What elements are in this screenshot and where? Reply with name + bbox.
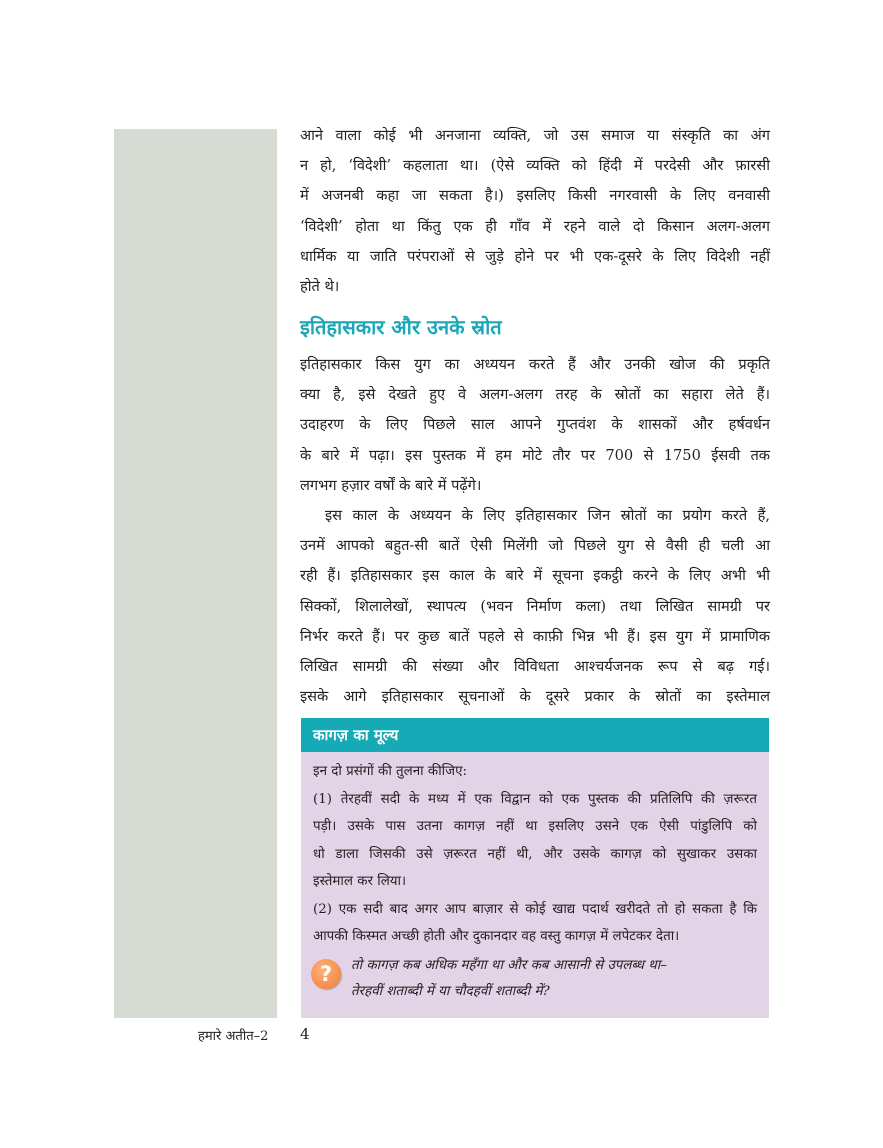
paragraph-2-line: लगभग हज़ार वर्षों के बारे में पढ़ेंगे। (300, 476, 482, 494)
paragraph-3-line: इस काल के अध्ययन के लिए इतिहासकार जिन स्रोतों का प्रयोग करते हैं, (325, 507, 770, 524)
margin-sidebar (114, 129, 277, 1018)
question-row (313, 953, 757, 1005)
section-heading: इतिहासकार और उनके स्रोत (300, 315, 502, 339)
paragraph-2-line: क्या है, इसे देखते हुए वे अलग-अलग तरह के स्रोतों का सहारा लेते हैं। (300, 386, 770, 404)
question-line: तेरहवीं शताब्दी में या चौदहवीं शताब्दी में? (351, 983, 550, 999)
paragraph-1-line: ‘विदेशी’ होता था किंतु एक ही गाँव में रहने वाले दो किसान अलग-अलग (300, 217, 770, 235)
paragraph-1-line: होते थे। (300, 278, 340, 296)
paragraph-1-line: न हो, ‘विदेशी’ कहलाता था। (ऐसे व्यक्ति को हिंदी में परदेसी और फ़ारसी (300, 157, 770, 175)
paragraph-2-line: इतिहासकार किस युग का अध्ययन करते हैं और उनकी खोज की प्रकृति (300, 356, 770, 373)
page-number: 4 (300, 1025, 310, 1043)
activity-box (301, 718, 769, 1018)
case-2-line: (2) एक सदी बाद अगर आप बाज़ार से कोई खाद्य पदार्थ खरीदते तो हो सकता है कि (313, 901, 757, 917)
case-1-line: धो डाला जिसकी उसे ज़रूरत नहीं थी, और उसके कागज़ को सुखाकर उसका (313, 846, 757, 862)
case-2-line: आपकी किस्मत अच्छी होती और दुकानदार वह वस्तु कागज़ में लपेटकर देता। (313, 929, 680, 944)
case-1-line: पड़ी। उसके पास उतना कागज़ नहीं था इसलिए उसने एक ऐसी पांडुलिपि को (313, 819, 757, 834)
question-mark-icon: ? (311, 959, 341, 989)
paragraph-2-line: के बारे में पढ़ा। इस पुस्तक में हम मोटे तौर पर 700 से 1750 ईसवी तक (300, 446, 770, 464)
paragraph-3-line: उनमें आपको बहुत-सी बातें ऐसी मिलेंगी जो पिछले युग से वैसी ही चली आ (300, 537, 770, 555)
question-line: तो कागज़ कब अधिक महँगा था और कब आसानी से उपलब्ध था– (351, 957, 667, 973)
paragraph-2 (300, 350, 770, 501)
paragraph-1-line: में अजनबी कहा जा सकता है।) इसलिए किसी नगरवासी के लिए वनवासी (300, 187, 770, 205)
paragraph-2-line: उदाहरण के लिए पिछले साल आपने गुप्तवंश के शासकों और हर्षवर्धन (300, 416, 770, 434)
paragraph-1 (300, 121, 770, 302)
paragraph-3-line: लिखित सामग्री की संख्या और विविधता आश्चर्यजनक रूप से बढ़ गई। (300, 658, 770, 676)
paragraph-3-line: सिक्कों, शिलालेखों, स्थापत्य (भवन निर्माण कला) तथा लिखित सामग्री पर (300, 597, 770, 615)
paragraph-3-line: निर्भर करते हैं। पर कुछ बातें पहले से काफ़ी भिन्न भी हैं। इस युग में प्रामाणिक (300, 627, 770, 645)
activity-intro: इन दो प्रसंगों की तुलना कीजिए: (313, 764, 467, 779)
activity-box-body (301, 752, 769, 1005)
paragraph-1-line: धार्मिक या जाति परंपराओं से जुड़े होने पर भी एक-दूसरे के लिए विदेशी नहीं (300, 247, 770, 265)
case-1-line: इस्तेमाल कर लिया। (313, 874, 407, 889)
case-1-line: (1) तेरहवीं सदी के मध्य में एक विद्वान को एक पुस्तक की प्रतिलिपि की ज़रूरत (313, 791, 757, 807)
paragraph-1-line: आने वाला कोई भी अनजाना व्यक्ति, जो उस समाज या संस्कृति का अंग (300, 127, 770, 144)
activity-box-title: कागज़ का मूल्य (301, 718, 769, 752)
book-title: हमारे अतीत–2 (198, 1029, 269, 1044)
paragraph-3-line: इसके आगे इतिहासकार सूचनाओं के दूसरे प्रकार के स्रोतों का इस्तेमाल (300, 688, 770, 706)
paragraph-3 (300, 501, 770, 712)
paragraph-3-line: रही हैं। इतिहासकार इस काल के बारे में सूचना इकट्ठी करने के लिए अभी भी (300, 567, 770, 585)
